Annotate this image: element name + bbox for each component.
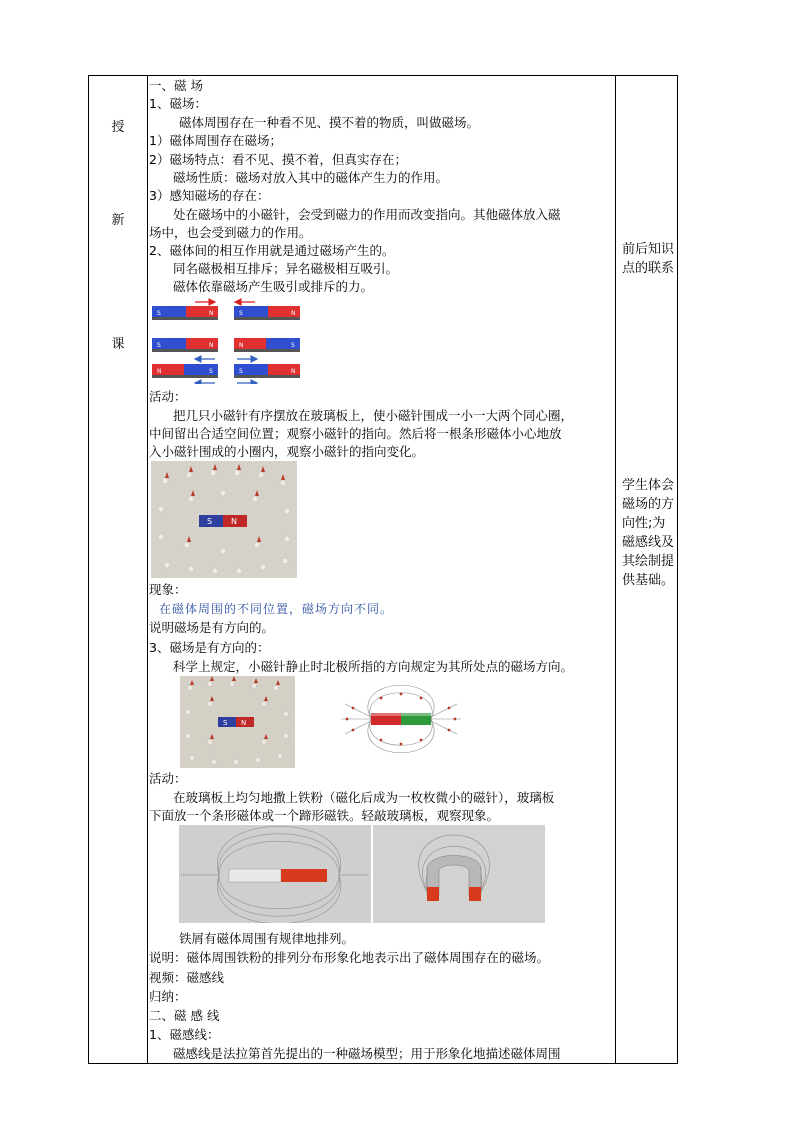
stage-column xyxy=(89,76,147,1063)
note-student-experience: 学生体会磁场的方向性;为磁感线及其绘制提供基础。 xyxy=(622,478,675,588)
svg-text:N: N xyxy=(209,342,214,349)
label-phenomenon: 现象： xyxy=(149,582,187,597)
svg-text:N: N xyxy=(157,368,162,375)
observation-text: 在磁体周围的不同位置，磁场方向不同。 xyxy=(159,602,394,616)
label-activity-1: 活动： xyxy=(149,389,187,404)
svg-text:N: N xyxy=(239,342,244,349)
text-line: 铁屑有磁体周围有规律地排列。 xyxy=(179,931,355,946)
text-line: 中间留出合适空间位置；观察小磁针的指向。然后将一根条形磁体小心地放 xyxy=(149,426,562,441)
text-line: 下面放一个条形磁体或一个蹄形磁铁。轻敲玻璃板，观察现象。 xyxy=(149,808,500,823)
magnet-pair-repel-n xyxy=(152,338,300,359)
text-line: 2）磁场特点：看不见、摸不着，但真实存在； xyxy=(149,152,407,167)
svg-text:N: N xyxy=(231,517,237,526)
lesson-table xyxy=(88,75,678,1064)
magnet-pair-attract xyxy=(152,302,300,320)
svg-text:S: S xyxy=(209,368,213,375)
svg-text:N: N xyxy=(291,368,296,375)
note-knowledge-link: 前后知识点的联系 xyxy=(622,242,675,276)
text-line: 磁体依靠磁场产生吸引或排斥的力。 xyxy=(173,279,374,294)
text-line: 2、磁体间的相互作用就是通过磁场产生的。 xyxy=(149,243,395,258)
stage-char-1: 授 xyxy=(111,120,125,135)
text-line: 同名磁极相互排斥；异名磁极相互吸引。 xyxy=(173,261,399,276)
notes-column xyxy=(616,76,678,1063)
stage-char-3: 课 xyxy=(111,337,125,352)
section-heading-magnetic-field: 一、磁 场 xyxy=(149,78,203,93)
magnet-pair-repel-s xyxy=(152,364,300,383)
svg-text:S: S xyxy=(207,517,213,526)
subheading-field: 1、磁场： xyxy=(149,96,207,111)
svg-text:S: S xyxy=(239,368,243,375)
compass-ring-photo xyxy=(151,461,297,578)
magnet-interaction-diagram xyxy=(151,298,303,384)
text-line: 磁感线是法拉第首先提出的一种磁场模型；用于形象化地描述磁体周围 xyxy=(173,1046,561,1061)
svg-text:N: N xyxy=(209,310,214,317)
svg-text:N: N xyxy=(291,310,296,317)
text-line: 1）磁体周围存在磁场； xyxy=(149,133,282,148)
section-heading-field-lines: 二、磁 感 线 xyxy=(149,1008,220,1023)
stage-char-2: 新 xyxy=(111,213,125,228)
text-line: 处在磁场中的小磁针，会受到磁力的作用而改变指向。其他磁体放入磁 xyxy=(173,207,561,222)
text-line: 把几只小磁针有序摆放在玻璃板上，使小磁针围成一小一大两个同心圈， xyxy=(173,408,574,423)
label-summary: 归纳： xyxy=(149,989,187,1004)
text-line: 说明磁场是有方向的。 xyxy=(149,620,275,635)
compass-photo-2 xyxy=(180,676,295,768)
field-lines-diagram xyxy=(339,684,463,754)
text-line: 在玻璃板上均匀地撒上铁粉（磁化后成为一枚枚微小的磁针），玻璃板 xyxy=(173,790,555,805)
iron-filings-photo xyxy=(179,825,545,923)
lesson-content xyxy=(149,76,615,1063)
text-line: 科学上规定，小磁针静止时北极所指的方向规定为其所处点的磁场方向。 xyxy=(173,659,574,674)
subheading-field-lines: 1、磁感线： xyxy=(149,1027,220,1042)
svg-text:S: S xyxy=(239,310,243,317)
svg-text:S: S xyxy=(223,719,228,727)
text-line: 场中，也会受到磁力的作用。 xyxy=(149,225,312,240)
svg-text:N: N xyxy=(241,719,247,727)
label-activity-2: 活动： xyxy=(149,771,187,786)
text-line: 磁场性质：磁场对放入其中的磁体产生力的作用。 xyxy=(173,170,449,185)
column-divider-left xyxy=(147,76,148,1063)
label-video: 视频：磁感线 xyxy=(149,970,225,985)
text-line: 说明：磁体周围铁粉的排列分布形象化地表示出了磁体周围存在的磁场。 xyxy=(149,950,550,965)
text-line: 入小磁针围成的小圈内，观察小磁针的指向变化。 xyxy=(149,444,425,459)
svg-text:S: S xyxy=(157,310,161,317)
svg-text:S: S xyxy=(291,342,295,349)
subheading-direction: 3、磁场是有方向的： xyxy=(149,640,270,655)
text-line: 磁体周围存在一种看不见、摸不着的物质，叫做磁场。 xyxy=(179,115,480,130)
svg-text:S: S xyxy=(157,342,161,349)
text-line: 3）感知磁场的存在： xyxy=(149,188,270,203)
